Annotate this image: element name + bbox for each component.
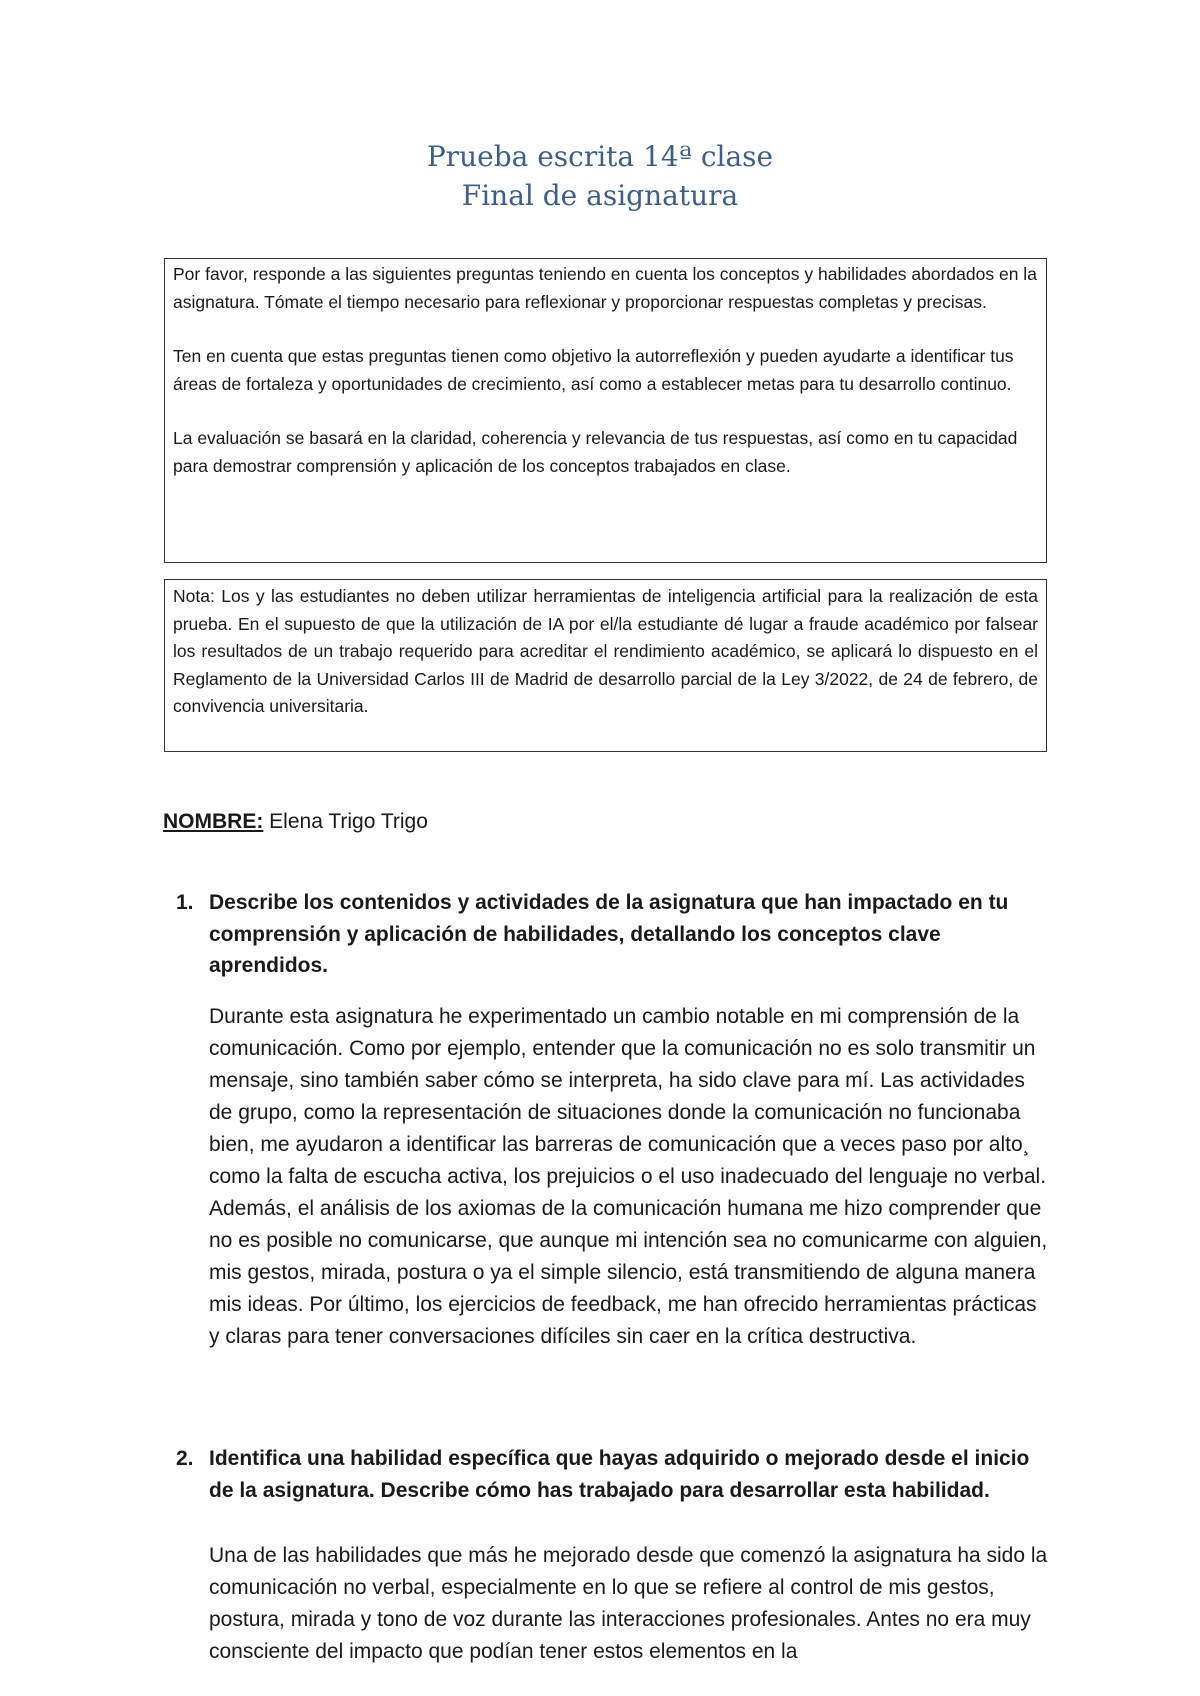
question-1-text: Describe los contenidos y actividades de la asignatura que han impactado en tu comprensión y aplicación de habilidades, detallando los conceptos clave aprendidos.	[209, 891, 1009, 977]
student-name-label: NOMBRE:	[163, 810, 264, 833]
question-2-text: Identifica una habilidad específica que hayas adquirido o mejorado desde el inicio de la asignatura. Describe cómo has trabajado para desarrollar esta habilidad.	[209, 1447, 1030, 1502]
question-2	[176, 1443, 1056, 1506]
student-name: Elena Trigo Trigo	[263, 810, 428, 833]
ai-note-box	[164, 579, 1047, 752]
instructions-paragraph-2: Ten en cuenta que estas preguntas tienen como objetivo la autorreflexión y pueden ayudarte a identificar tus áreas de fortaleza y oportunidades de crecimiento, así como a establecer metas para tu desarrollo continuo.	[173, 346, 1014, 394]
question-1	[176, 887, 1056, 982]
document-title	[0, 137, 1200, 215]
question-1-number: 1.	[176, 891, 194, 914]
note-text: Los y las estudiantes no deben utilizar herramientas de inteligencia artificial para la realización de esta prueba. En el supuesto de que la utilización de IA por el/la estudiante dé lugar a fraude académico por falsear los resultados de un trabajo requerido para acreditar el rendimiento académico, se aplicará lo dispuesto en el Reglamento de la Universidad Carlos III de Madrid de desarrollo parcial de la Ley 3/2022, de 24 de febrero, de convivencia universitaria.	[173, 586, 1038, 716]
note-label: Nota:	[173, 586, 215, 606]
answer-1: Durante esta asignatura he experimentado un cambio notable en mi comprensión de la comunicación. Como por ejemplo, entender que la comunicación no es solo transmitir un mensaje, sino también saber cómo se interpreta, ha sido clave para mí. Las actividades de grupo, como la representación de situaciones donde la comunicación no funcionaba bien, me ayudaron a identificar las barreras de comunicación que a veces paso por alto¸ como la falta de escucha activa, los prejuicios o el uso inadecuado del lenguaje no verbal. Además, el análisis de los axiomas de la comunicación humana me hizo comprender que no es posible no comunicarse, que aunque mi intención sea no comunicarme con alguien, mis gestos, mirada, postura o ya el simple silencio, está transmitiendo de alguna manera mis ideas. Por último, los ejercicios de feedback, me han ofrecido herramientas prácticas y claras para tener conversaciones difíciles sin caer en la crítica destructiva.	[209, 1005, 1048, 1348]
title-line-1: Prueba escrita 14ª clase	[426, 140, 774, 173]
student-name-line	[163, 807, 428, 837]
instructions-paragraph-3: La evaluación se basará en la claridad, coherencia y relevancia de tus respuestas, así como en tu capacidad para demostrar comprensión y aplicación de los conceptos trabajados en clase.	[173, 428, 1018, 476]
title-line-2: Final de asignatura	[461, 179, 739, 212]
answer-2: Una de las habilidades que más he mejorado desde que comenzó la asignatura ha sido la comunicación no verbal, especialmente en lo que se refiere al control de mis gestos, postura, mirada y tono de voz durante las interacciones profesionales. Antes no era muy consciente del impacto que podían tener estos elementos en la	[209, 1544, 1048, 1663]
instructions-box	[164, 258, 1047, 563]
question-2-number: 2.	[176, 1447, 194, 1470]
instructions-paragraph-1: Por favor, responde a las siguientes preguntas teniendo en cuenta los conceptos y habilidades abordados en la asignatura. Tómate el tiempo necesario para reflexionar y proporcionar respuestas completas y precisas.	[173, 264, 1037, 312]
